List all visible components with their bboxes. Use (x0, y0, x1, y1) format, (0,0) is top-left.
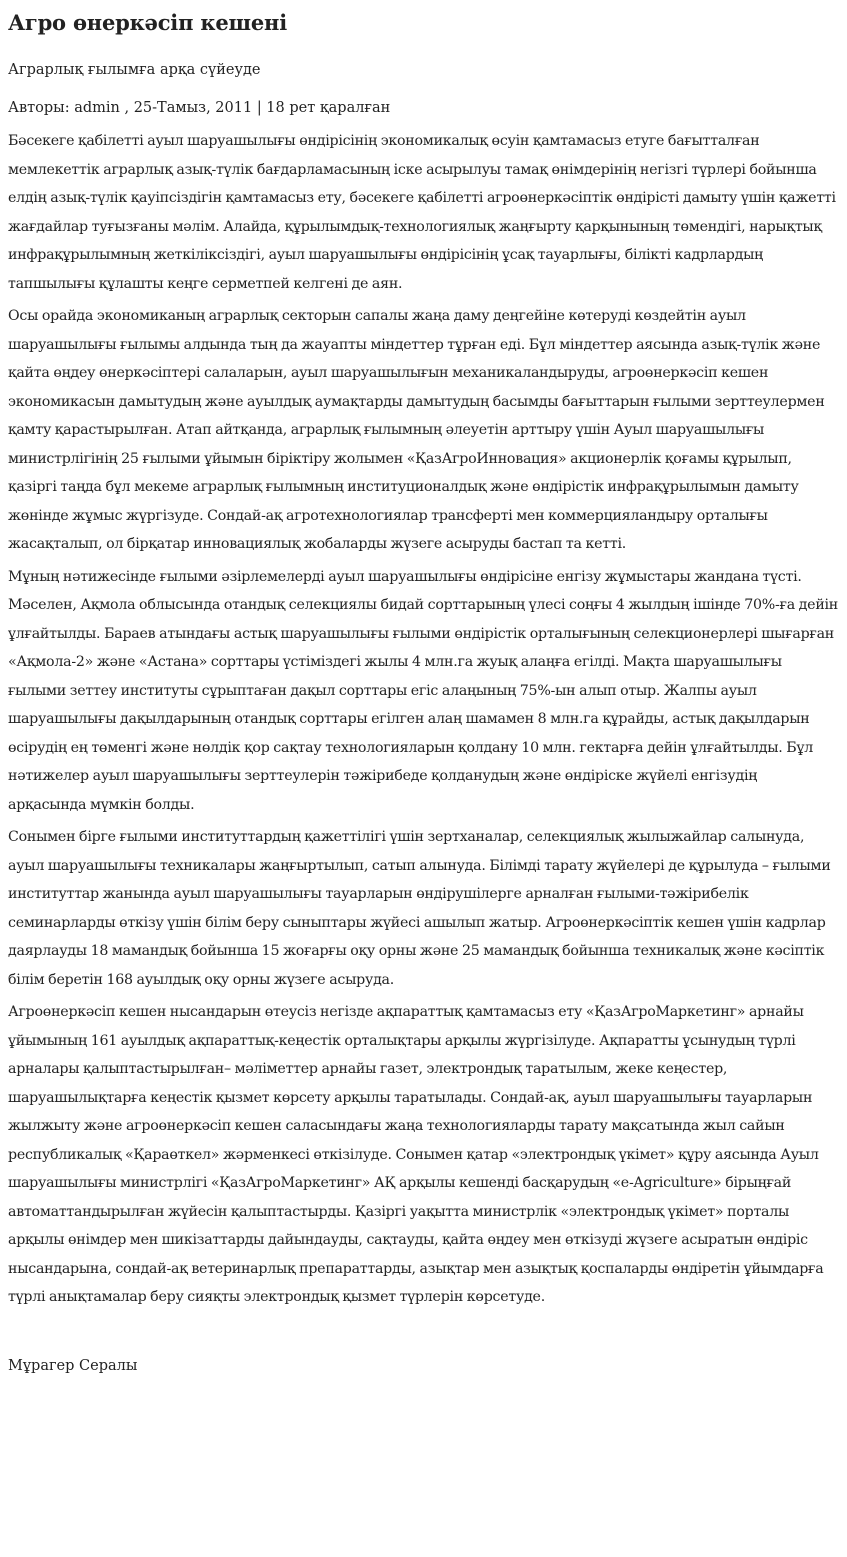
article-paragraph: Мұның нәтижесінде ғылыми әзірлемелерді ауыл шаруашылығы өндірісіне енгізу жұмыстары жандана түсті. Мәселен, Ақмола облысында отандық селекциялы бидай сорттарының үлесі соңғы 4 жылдың ішінде 70%-ға дейін ұлғайтылды. Бараев атындағы астық шаруашылығы ғылыми өндірістік орталығының селекционерлері шығарған «Ақмола-2» және «Астана» сорттары үстіміздегі жылы 4 млн.га жуық алаңға егілді. Мақта шаруашылығы ғылыми зеттеу институты сұрыптаған дақыл сорттары егіс алаңының 75%-ын алып отыр. Жалпы ауыл шаруашылығы дақылдарының отандық сорттары егілген алаң шамамен 8 млн.га құрайды, астық дақылдарын өсірудің ең төменгі және нөлдік қор сақтау технологияларын қолдану 10 млн. гектарға дейін ұлғайтылды. Бұл нәтижелер ауыл шаруашылығы зерттеулерін тәжірибеде қолданудың және өндіріске жүйелі енгізудің арқасында мүмкін болды. (8, 568, 839, 813)
article-title: Агро өнеркәсіп кешені (8, 10, 287, 35)
article-paragraph: Осы орайда экономиканың аграрлық секторын сапалы жаңа даму деңгейіне көтеруді көздейтін ауыл шаруашылығы ғылымы алдында тың да жауапты міндеттер тұрған еді. Бұл міндеттер аясында азық-түлік және қайта өңдеу өнеркәсіптері салаларын, ауыл шаруашылығын механикаландыруды, агроөнеркәсіп кешен экономикасын дамытудың және ауылдық аумақтарды дамытудың басымды бағыттарын ғылыми зерттеулермен қамту қарастырылған. Атап айтқанда, аграрлық ғылымның әлеуетін арттыру үшін Ауыл шаруашылығы министрлігінің 25 ғылыми ұйымын біріктіру жолымен «ҚазАгроИнновация» акционерлік қоғамы құрылып, қазіргі таңда бұл мекеме аграрлық ғылымның институционалдық және өндірістік инфрақұрылымын дамыту жөнінде жұмыс жүргізуде. Сондай-ақ агротехнологиялар трансферті мен коммерцияландыру орталығы жасақталып, ол бірқатар инновациялық жобаларды жүзеге асыруды бастап та кетті. (8, 308, 825, 552)
article-paragraph: Сонымен бірге ғылыми институттардың қажеттілігі үшін зертханалар, селекциялық жылыжайлар салынуда, ауыл шаруашылығы техникалары жаңғыртылып, сатып алынуда. Білімді тарату жүйелері де құрылуда – ғылыми институттар жанында ауыл шаруашылығы тауарларын өндірушілерге арналған ғылыми-тәжірибелік семинарларды өткізу үшін білім беру сыныптары жүйесі ашылып жатыр. Агроөнеркәсіптік кешен үшін кадрлар даярлауды 18 мамандық бойынша 15 жоғарғы оқу орны және 25 мамандық бойынша техникалық және кәсіптік білім беретін 168 ауылдық оқу орны жүзеге асыруда. (8, 829, 831, 988)
article-meta: Авторы: admin , 25-Тамыз, 2011 | 18 рет қаралған (8, 100, 391, 116)
article-subtitle: Аграрлық ғылымға арқа сүйеуде (8, 62, 261, 78)
article-paragraph: Бәсекеге қабілетті ауыл шаруашылығы өндірісінің экономикалық өсуін қамтамасыз етуге бағытталған мемлекеттік аграрлық азық-түлік бағдарламасының іске асырылуы тамақ өнімдерінің негізгі түрлері бойынша елдің азық-түлік қауіпсіздігін қамтамасыз ету, бәсекеге қабілетті агроөнеркәсіптік өндірісті дамыту үшін қажетті жағдайлар туғызғаны мәлім. Алайда, құрылымдық-технологиялық жаңғырту қарқынының төмендігі, нарықтық инфрақұрылымның жеткіліксіздігі, ауыл шаруашылығы өндірісінің ұсақ тауарлығы, білікті кадрлардың тапшылығы құлашты кеңге серметпей келгені де аян. (8, 133, 836, 292)
author-signature: Мұрагер Сералы (8, 1357, 138, 1374)
article-paragraph: Агроөнеркәсіп кешен нысандарын өтеусіз негізде ақпараттық қамтамасыз ету «ҚазАгроМаркетинг» арнайы ұйымының 161 ауылдық ақпараттық-кеңестік орталықтары арқылы жүргізілуде. Ақпаратты ұсынудың түрлі арналары қалыптастырылған– мәліметтер арнайы газет, электрондық таратылым, жеке кеңестер, шаруашылықтарға кеңестік қызмет көрсету арқылы таратылады. Сондай-ақ, ауыл шаруашылығы тауарларын жылжыту және агроөнеркәсіп кешен саласындағы жаңа технологияларды тарату мақсатында жыл сайын республикалық «Қараөткел» жәрменкесі өткізілуде. Сонымен қатар «электрондық үкімет» құру аясында Ауыл шаруашылығы министрлігі «ҚазАгроМаркетинг» АҚ арқылы кешенді басқарудың «e-Agriculture» бірыңғай автоматтандырылған жүйесін қалыптастырды. Қазіргі уақытта министрлік «электрондық үкімет» порталы арқылы өнімдер мен шикізаттарды дайындауды, сақтауды, қайта өңдеу мен өткізуді жүзеге асыратын өндіріс нысандарына, сондай-ақ ветеринарлық препараттарды, азықтар мен азықтық қоспаларды өндіретін ұйымдарға түрлі анықтамалар беру сияқты электрондық қызмет түрлерін көрсетуде. (8, 1004, 824, 1305)
